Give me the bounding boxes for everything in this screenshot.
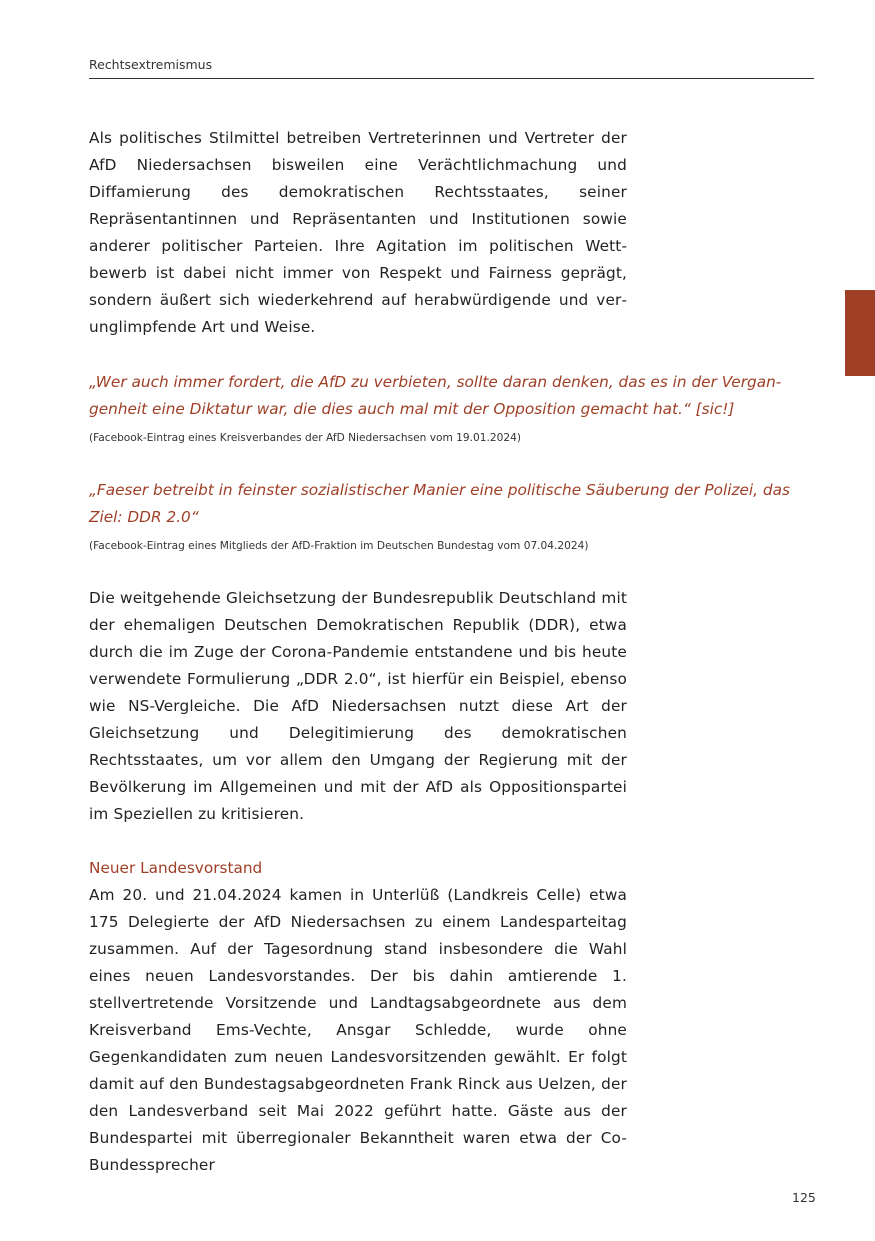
body-paragraph-2: Die weitgehende Gleichsetzung der Bundesrepublik Deutschland mit der ehemaligen Deutschen Demokratischen Republik (DDR), etwa durch die im Zuge der Corona-Pandemie entstandene und bis heute verwendete Formulierung „DDR 2.0“, ist hierfür ein Beispiel, ebenso wie NS-Vergleiche. Die AfD Niedersachsen nutzt diese Art der Gleichsetzung und Delegitimierung des demokratischen Rechtsstaates, um vor allem den Umgang der Regierung mit der Bevölkerung im Allgemeinen und mit der AfD als Oppositionspartei im Speziellen zu kritisieren. [89, 589, 627, 823]
quote-1-source: (Facebook-Eintrag eines Kreisverbandes der AfD Niedersachsen vom 19.01.2024) [89, 432, 521, 444]
running-head-title: Rechtsextremismus [89, 57, 213, 72]
header-divider [89, 78, 814, 79]
quote-2-text: „Faeser betreibt in feinster sozialistischer Manier eine politische Säuberung der Polizei, das Ziel: DDR 2.0“ [89, 481, 790, 526]
chapter-tab-marker [845, 290, 875, 376]
quote-2-source: (Facebook-Eintrag eines Mitglieds der AfD-Fraktion im Deutschen Bundestag vom 07.04.2024) [89, 540, 589, 552]
section-subheading: Neuer Landesvorstand [89, 859, 263, 877]
body-paragraph-1: Als politisches Stilmittel betreiben Vertreterinnen und Vertreter der AfD Niedersachsen bisweilen eine Verächtlichmachung und Diffamierung des demokratischen Rechtsstaates, seiner Repräsentantinnen und Repräsentanten und Institutionen sowie anderer politischer Parteien. Ihre Agitation im politischen Wettbewerb ist dabei nicht immer von Respekt und Fairness geprägt, sondern äußert sich wiederkehrend auf herabwürdigende und verunglimpfende Art und Weise. [89, 129, 627, 336]
page-number: 125 [792, 1190, 816, 1205]
quote-1-text: „Wer auch immer fordert, die AfD zu verbieten, sollte daran denken, das es in der Vergangenheit eine Diktatur war, die dies auch mal mit der Opposition gemacht hat.“ [sic!] [89, 373, 782, 418]
body-paragraph-3: Am 20. und 21.04.2024 kamen in Unterlüß (Landkreis Celle) etwa 175 Delegierte der AfD Niedersachsen zu einem Landesparteitag zusammen. Auf der Tagesordnung stand insbesondere die Wahl eines neuen Landesvorstandes. Der bis dahin amtierende 1. stellvertretende Vorsitzende und Landtagsabgeordnete aus dem Kreisverband Ems-Vechte, Ansgar Schledde, wurde ohne Gegenkandidaten zum neuen Landesvorsitzenden gewählt. Er folgt damit auf den Bundestagsabgeordneten Frank Rinck aus Uelzen, der den Landesverband seit Mai 2022 geführt hatte. Gäste aus der Bundespartei mit überregionaler Bekanntheit waren etwa der Co-Bundessprecher [89, 886, 627, 1174]
